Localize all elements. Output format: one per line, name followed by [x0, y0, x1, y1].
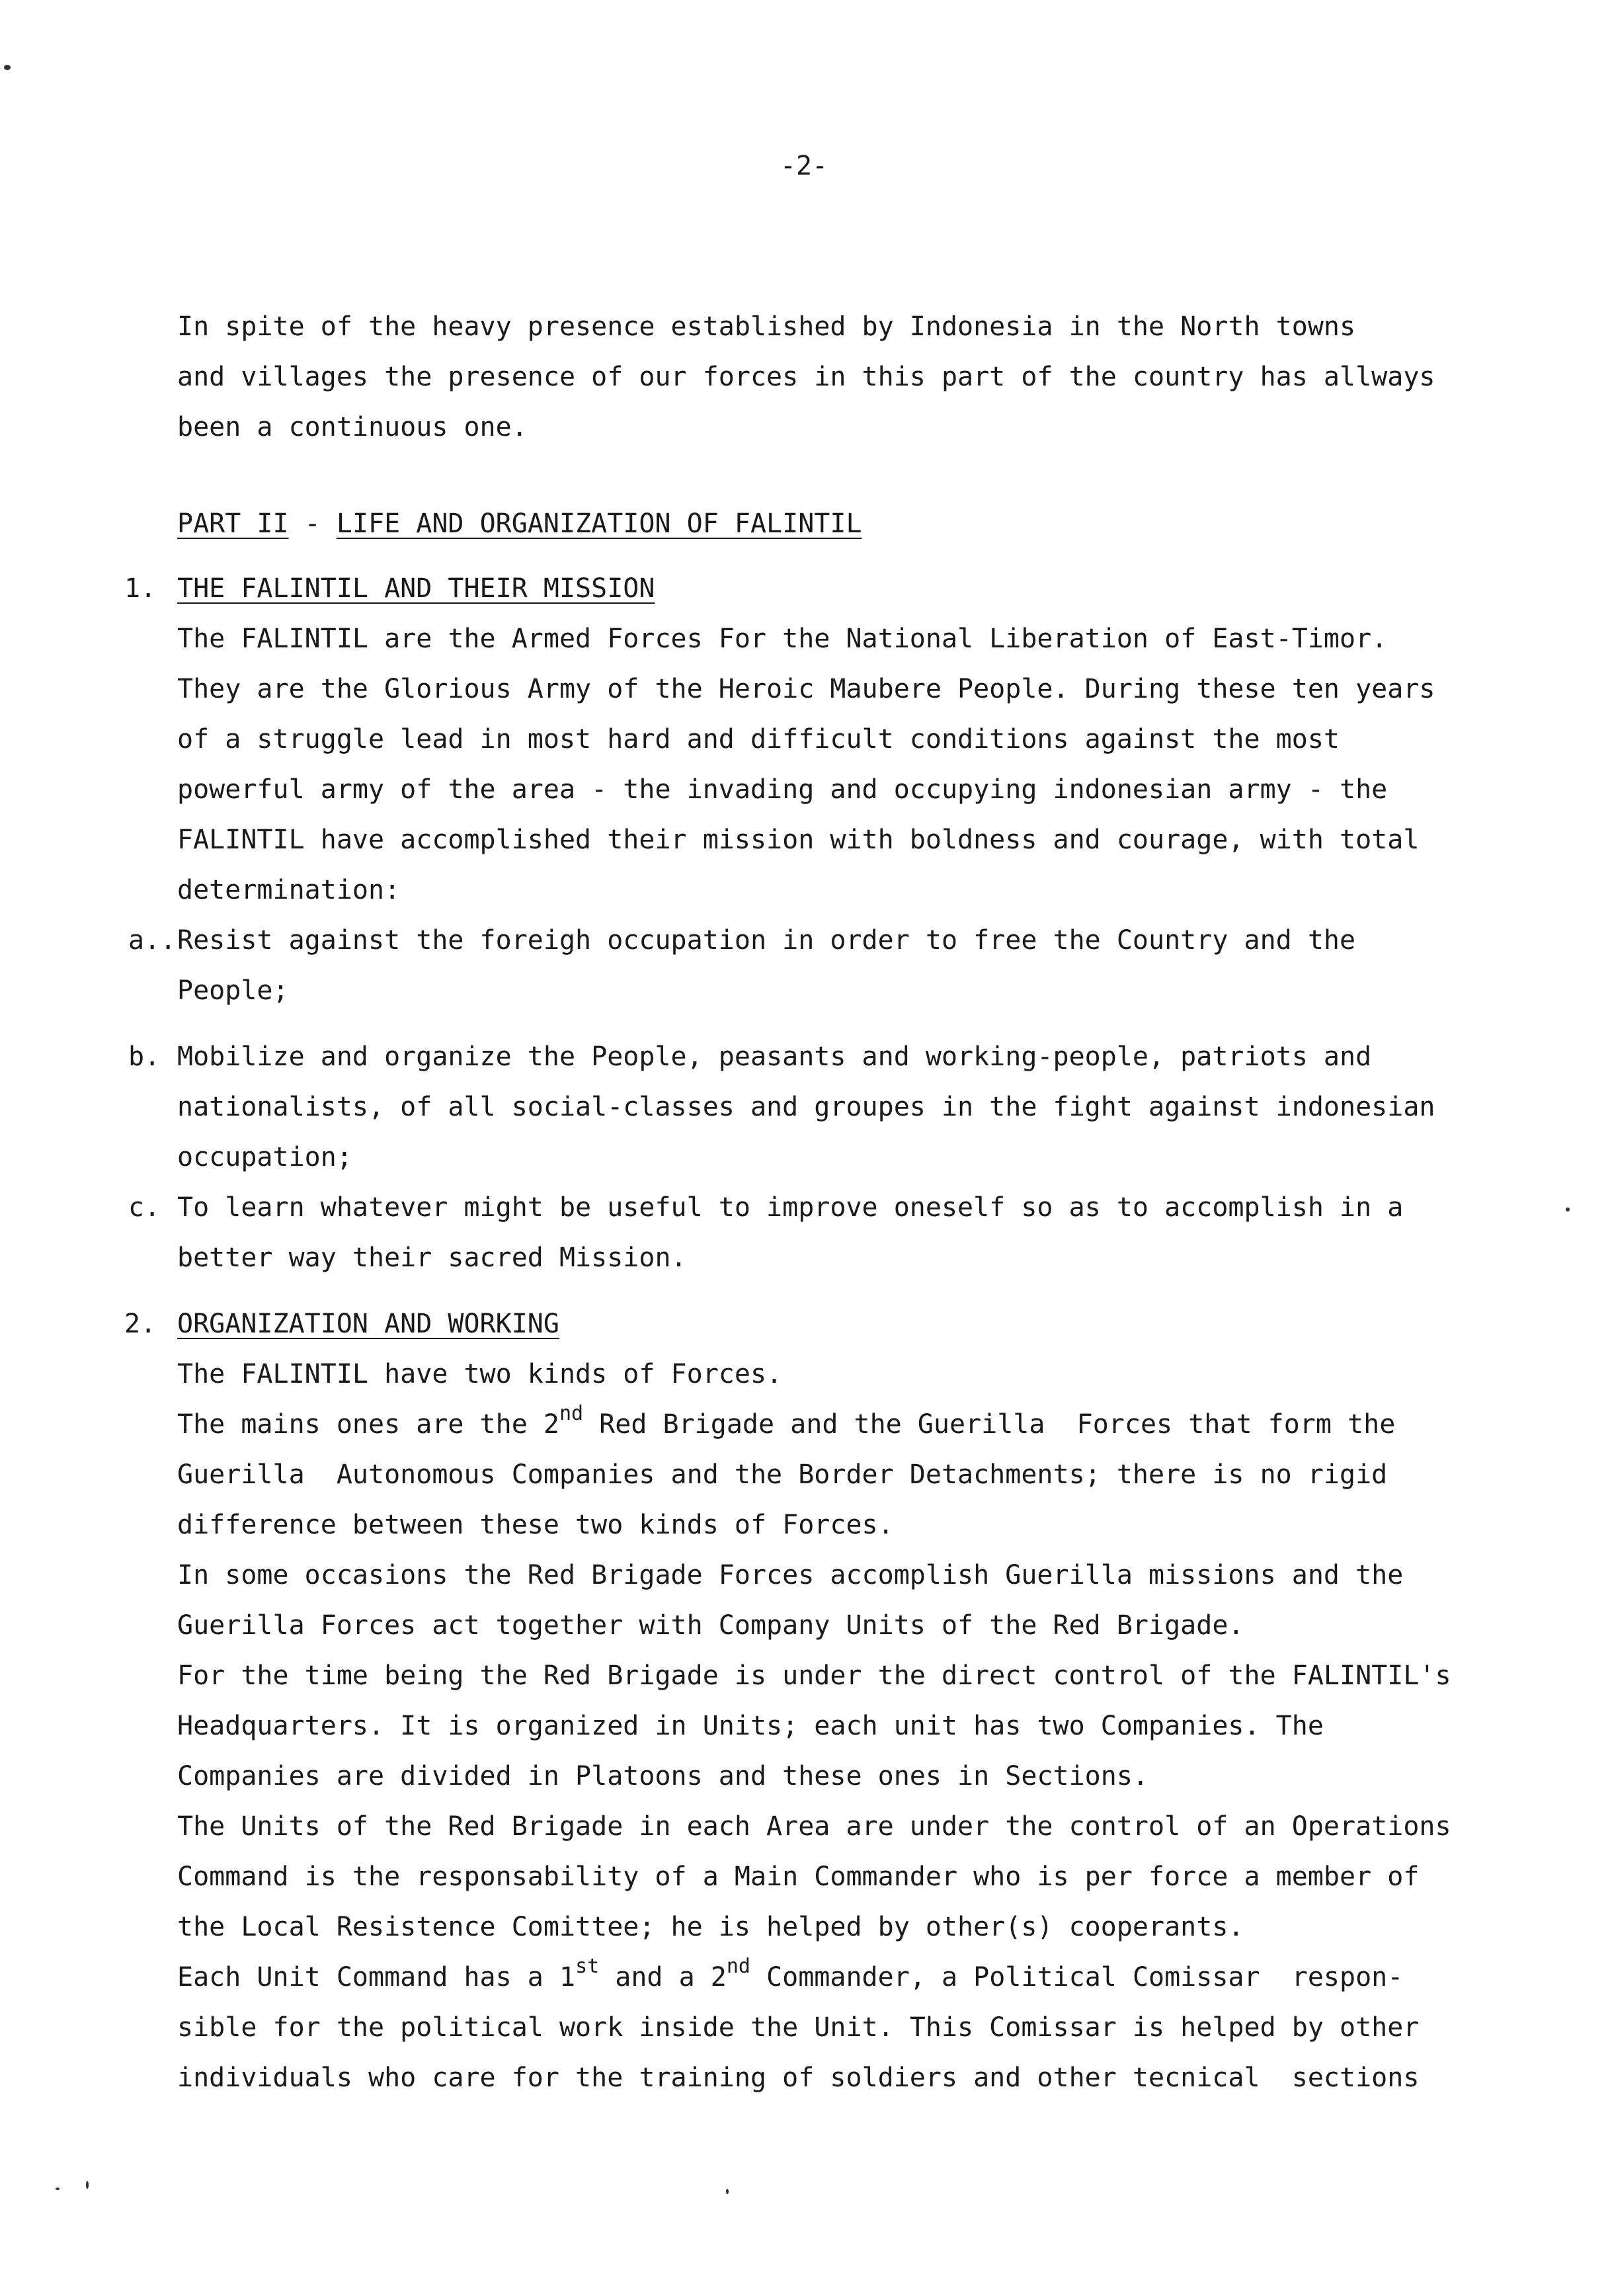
page-number: -2- — [780, 151, 828, 181]
part-separator: - — [288, 509, 337, 539]
list-item-c — [128, 1182, 1506, 1283]
section-1 — [124, 563, 1506, 915]
text-line: nationalists, of all social-classes and groupes in the fight against indonesian — [177, 1092, 1435, 1122]
text-line: The FALINTIL are the Armed Forces For the National Liberation of East-Timor. — [177, 624, 1388, 654]
text-line: To learn whatever might be useful to improve oneself so as to accomplish in a — [177, 1192, 1404, 1223]
intro-paragraph — [177, 302, 1506, 452]
list-marker: b. — [128, 1042, 161, 1072]
document-body — [124, 302, 1506, 2103]
text-line: In some occasions the Red Brigade Forces accomplish Guerilla missions and the — [177, 1560, 1404, 1590]
text-line: The Units of the Red Brigade in each Area are under the control of an Operations — [177, 1811, 1451, 1842]
list-marker: c. — [128, 1192, 161, 1223]
text-line: FALINTIL have accomplished their mission with boldness and courage, with total — [177, 825, 1420, 855]
text-line: Each Unit Command has a 1st and a 2nd Commander, a Political Comissar respon- — [177, 1954, 1404, 1992]
text-line: been a continuous one. — [177, 412, 528, 442]
text-line: powerful army of the area - the invading and occupying indonesian army - the — [177, 774, 1388, 805]
text-line: the Local Resistence Comittee; he is helped by other(s) cooperants. — [177, 1912, 1244, 1942]
text-line: Guerilla Forces act together with Company Units of the Red Brigade. — [177, 1610, 1244, 1641]
section-2 — [124, 1299, 1506, 2103]
ordinal-suffix: nd — [726, 1954, 750, 1978]
section-heading: ORGANIZATION AND WORKING — [177, 1309, 559, 1339]
scan-speck — [4, 65, 11, 70]
scan-speck — [726, 2189, 729, 2194]
text-line: individuals who care for the training of soldiers and other tecnical sections — [177, 2063, 1420, 2093]
ordinal-suffix: nd — [559, 1401, 584, 1425]
text-line: They are the Glorious Army of the Heroic Maubere People. During these ten years — [177, 674, 1435, 704]
list-marker: a.. — [128, 925, 177, 956]
text-line: Headquarters. It is organized in Units; each unit has two Companies. The — [177, 1711, 1324, 1741]
text-line: The FALINTIL have two kinds of Forces. — [177, 1359, 783, 1389]
part-title: LIFE AND ORGANIZATION OF FALINTIL — [336, 509, 862, 539]
scan-speck — [56, 2188, 60, 2190]
part-label: PART II — [177, 509, 289, 539]
text-line: occupation; — [177, 1142, 352, 1172]
ordinal-suffix: st — [575, 1954, 600, 1978]
text-line: and villages the presence of our forces in this part of the country has allways — [177, 362, 1435, 392]
text-line: Resist against the foreigh occupation in order to free the Country and the — [177, 925, 1356, 956]
text-line: difference between these two kinds of Forces. — [177, 1510, 894, 1540]
list-item-b — [128, 1032, 1506, 1182]
text-line: of a struggle lead in most hard and difficult conditions against the most — [177, 724, 1340, 755]
text-line: People; — [177, 975, 289, 1006]
section-heading: THE FALINTIL AND THEIR MISSION — [177, 573, 655, 604]
list-item-a — [128, 915, 1506, 1016]
text-line: Command is the responsability of a Main Commander who is per force a member of — [177, 1862, 1420, 1892]
text-line: For the time being the Red Brigade is under the direct control of the FALINTIL's — [177, 1660, 1451, 1691]
text-line: better way their sacred Mission. — [177, 1243, 687, 1273]
scan-speck — [1566, 1208, 1570, 1211]
text-line: sible for the political work inside the Unit. This Comissar is helped by other — [177, 2012, 1420, 2043]
scan-speck — [86, 2181, 89, 2189]
text-line: Guerilla Autonomous Companies and the Border Detachments; there is no rigid — [177, 1459, 1388, 1490]
text-line: The mains ones are the 2nd Red Brigade and the Guerilla Forces that form the — [177, 1401, 1396, 1440]
part-heading — [177, 499, 1506, 549]
text-line: determination: — [177, 875, 401, 905]
text-line: Companies are divided in Platoons and these ones in Sections. — [177, 1761, 1149, 1791]
section-number: 1. — [124, 573, 157, 604]
section-number: 2. — [124, 1309, 157, 1339]
text-line: Mobilize and organize the People, peasants and working-people, patriots and — [177, 1042, 1372, 1072]
text-line: In spite of the heavy presence established by Indonesia in the North towns — [177, 311, 1356, 342]
